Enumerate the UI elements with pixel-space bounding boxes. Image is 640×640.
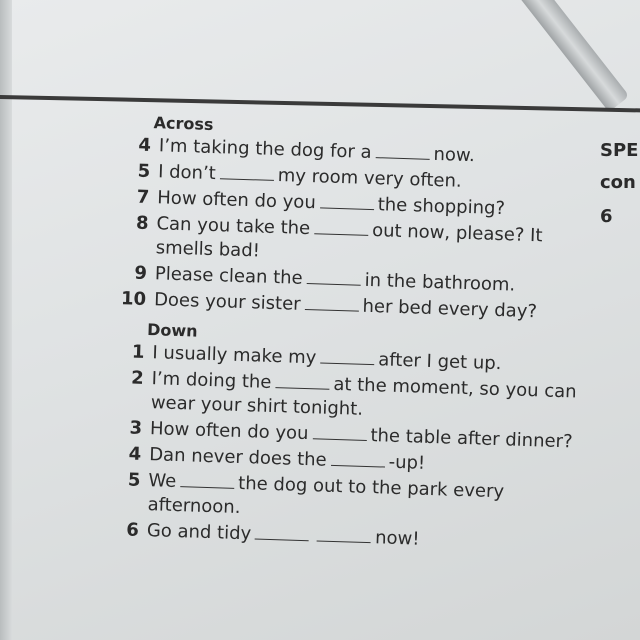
side-text-fragment: con: [600, 172, 636, 193]
clue-number: 6: [126, 519, 140, 541]
across-heading: Across: [153, 113, 214, 134]
answer-blank: [314, 217, 369, 236]
side-number-fragment: 6: [600, 206, 613, 227]
clue-text: now.: [433, 143, 476, 167]
clue-text: How often do you: [149, 418, 309, 445]
clue-text: now!: [374, 527, 420, 550]
clue-text: in the bathroom.: [364, 269, 516, 296]
clue-text: How often do you: [156, 187, 317, 214]
clue-number: 5: [137, 160, 151, 183]
clue-text: I don’t: [157, 161, 217, 185]
clue-text: out now, please? It smells bad!: [155, 220, 543, 262]
clue-number: 8: [135, 212, 149, 235]
clue-text: after I get up.: [377, 349, 502, 375]
clue-number: 10: [120, 288, 147, 310]
answer-blank: [180, 470, 235, 489]
clue-number: 9: [134, 262, 148, 284]
answer-blank: [375, 141, 430, 160]
answer-blank: [331, 449, 386, 468]
clue-text: the table after dinner?: [370, 425, 573, 453]
answer-blank: [275, 371, 330, 390]
clue-text: her bed every day?: [362, 295, 538, 323]
clue-text: -up!: [388, 451, 426, 474]
clue-number: 4: [128, 443, 142, 465]
clue-number: 2: [130, 367, 144, 389]
clue-text: Go and tidy: [146, 520, 252, 545]
clue-number: 4: [138, 134, 152, 157]
clue-text: Dan never does the: [148, 444, 328, 471]
clue-text: We: [148, 470, 177, 493]
answer-blank: [320, 191, 375, 210]
section-divider: [0, 95, 640, 113]
clue-number: 1: [131, 341, 145, 363]
pencil: [517, 0, 630, 112]
clue-number: 5: [127, 469, 141, 491]
clue-text: at the moment, so you can wear your shirt tonight.: [150, 373, 577, 420]
answer-blank: [312, 422, 367, 441]
answer-blank: [304, 293, 359, 312]
answer-blank: [220, 162, 275, 181]
clue-text: Does your sister: [153, 289, 301, 315]
answer-blank: [255, 523, 310, 542]
side-heading-fragment: SPE: [600, 140, 639, 161]
answer-blank: [320, 346, 375, 365]
crossword-clues: [104, 112, 597, 559]
clue-number: 7: [136, 186, 150, 209]
clue-text: the dog out to the park every afternoon.: [147, 472, 505, 519]
clue-text: my room very often.: [277, 165, 462, 192]
clue-text: the shopping?: [377, 194, 506, 220]
answer-blank: [317, 524, 372, 543]
down-heading: Down: [146, 320, 198, 341]
clue-number: 3: [129, 417, 143, 439]
clue-text: Please clean the: [154, 263, 304, 289]
clue-text: Can you take the: [156, 213, 311, 240]
answer-blank: [307, 267, 362, 286]
clue-text: I’m doing the: [151, 368, 272, 393]
clue-text: I usually make my: [152, 342, 317, 369]
clue-text: I’m taking the dog for a: [158, 135, 372, 163]
